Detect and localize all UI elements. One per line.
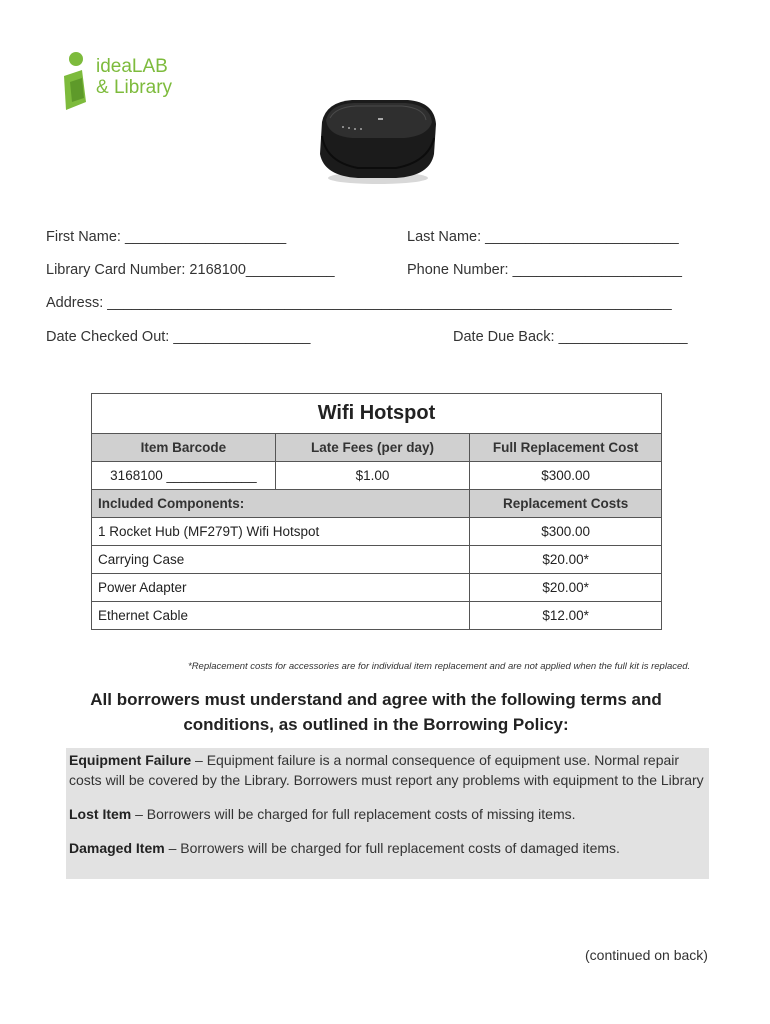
replacement-cost-cell: $300.00 (470, 462, 662, 490)
table-row (92, 518, 662, 546)
replacement-note: *Replacement costs for accessories are for individual item replacement and are not applied when the full kit is replaced. (188, 661, 691, 672)
component-name: Carrying Case (92, 546, 470, 574)
logo-line1: ideaLAB (96, 56, 168, 77)
terms-title-line1: All borrowers must understand and agree with the following terms and (90, 690, 662, 709)
table-row (92, 462, 662, 490)
item-barcode-cell[interactable]: 3168100 ____________ (92, 462, 276, 490)
address-field[interactable]: Address: ______________________________________________________________________ (46, 295, 672, 311)
term-label: Lost Item (69, 806, 132, 822)
first-name-field[interactable]: First Name: ____________________ (46, 229, 287, 245)
table-title-row (92, 394, 662, 434)
date-checked-out-field[interactable]: Date Checked Out: _________________ (46, 329, 311, 345)
header-late-fees: Late Fees (per day) (275, 434, 470, 462)
logo-text (96, 56, 172, 98)
logo-line2: & Library (96, 77, 173, 98)
late-fee-cell: $1.00 (275, 462, 470, 490)
component-name: Power Adapter (92, 574, 470, 602)
term-text: – Borrowers will be charged for full replacement costs of missing items. (131, 806, 576, 822)
component-cost: $20.00* (470, 574, 662, 602)
components-header: Included Components: (92, 490, 470, 518)
term-item (69, 750, 706, 790)
terms-title-line2: conditions, as outlined in the Borrowing Policy: (183, 715, 569, 734)
component-name: 1 Rocket Hub (MF279T) Wifi Hotspot (92, 518, 470, 546)
term-item (69, 838, 706, 858)
phone-field[interactable]: Phone Number: _____________________ (407, 262, 682, 278)
library-card-field[interactable]: Library Card Number: 2168100___________ (46, 262, 335, 278)
continued-note: (continued on back) (585, 947, 708, 963)
hotspot-device-image (312, 92, 442, 187)
costs-header: Replacement Costs (470, 490, 662, 518)
header-replacement-cost: Full Replacement Cost (470, 434, 662, 462)
term-text: – Borrowers will be charged for full replacement costs of damaged items. (164, 840, 620, 856)
table-row (92, 602, 662, 630)
components-header-row (92, 490, 662, 518)
date-due-back-field[interactable]: Date Due Back: ________________ (453, 329, 688, 345)
component-cost: $300.00 (470, 518, 662, 546)
term-text: – Equipment failure is a normal consequence of equipment use. Normal repair costs will be covered by the Library. Borrowers must report any problems with equipment to the Library (69, 752, 704, 788)
table-row (92, 546, 662, 574)
table-title: Wifi Hotspot (92, 394, 662, 434)
last-name-field[interactable]: Last Name: ________________________ (407, 229, 679, 245)
term-label: Damaged Item (69, 840, 165, 856)
table-row (92, 574, 662, 602)
term-label: Equipment Failure (69, 752, 192, 768)
idealab-logo (60, 52, 190, 114)
terms-box (66, 748, 709, 879)
term-item (69, 804, 706, 824)
equipment-table (91, 393, 662, 630)
terms-title (70, 687, 682, 737)
table-header-row (92, 434, 662, 462)
component-cost: $20.00* (470, 546, 662, 574)
component-name: Ethernet Cable (92, 602, 470, 630)
logo-i-icon (60, 52, 100, 114)
header-item-barcode: Item Barcode (92, 434, 276, 462)
component-cost: $12.00* (470, 602, 662, 630)
